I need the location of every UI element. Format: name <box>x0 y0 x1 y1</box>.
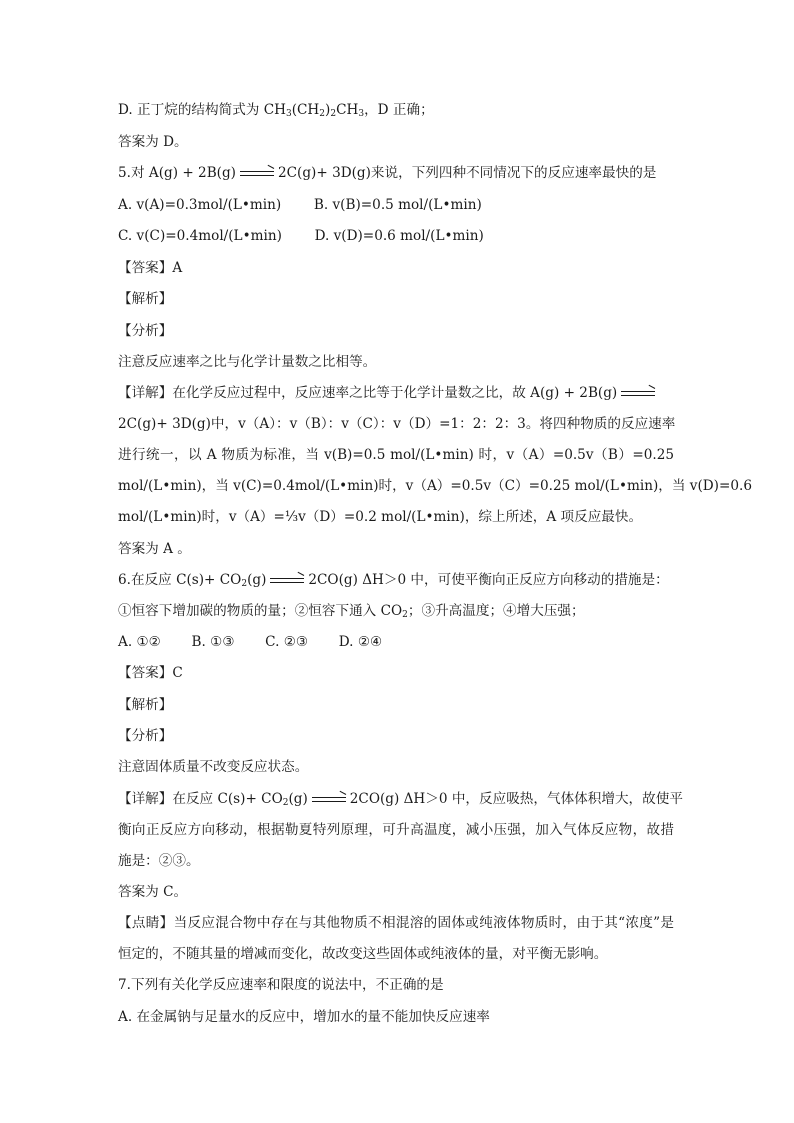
question-5-options-row-1 <box>118 195 482 215</box>
xiangjie-text-end: 2CO(g) ΔH＞0 中，反应吸热，气体体积增大，故使平 <box>349 791 683 807</box>
question-7-stem: 7.下列有关化学反应速率和限度的说法中，不正确的是 <box>118 977 444 993</box>
jiexi-heading: 【解析】 <box>118 291 173 307</box>
equation-right: 2C(g)+ 3D(g)来说，下列四种不同情况下的反应速率最快的是 <box>278 165 657 181</box>
xiangjie-line-1 <box>118 789 683 809</box>
choice-d-end: ，D 正确； <box>364 102 434 118</box>
final-answer: 答案为 A 。 <box>118 541 191 557</box>
option-a: A. v(A)=0.3mol/(L•min) <box>118 197 282 213</box>
question-6-options <box>118 632 382 652</box>
option-d: D. v(D)=0.6 mol/(L•min) <box>314 228 484 244</box>
subscript: 2 <box>282 798 289 808</box>
xiangjie-line-2: 衡向正反应方向移动，根据勒夏特列原理，可升高温度，减小压强，加入气体反应物，故措 <box>118 822 674 838</box>
equation-left: 6.在反应 C(s)+ CO <box>118 572 242 588</box>
equilibrium-arrow-icon <box>621 389 655 399</box>
xiangjie-text: 【详解】在反应 C(s)+ CO <box>118 791 283 807</box>
option-c: C. ②③ <box>265 634 309 650</box>
dianjing-line-2: 恒定的，不随其量的增减而变化，故改变这些固体或纯液体的量，对平衡无影响。 <box>118 946 608 962</box>
fenxi-heading: 【分析】 <box>118 728 173 744</box>
choice-d-line <box>118 100 434 120</box>
choice-d-text: D. 正丁烷的结构简式为 CH <box>118 102 286 118</box>
equilibrium-arrow-icon <box>270 576 304 586</box>
option-d: D. ②④ <box>338 634 383 650</box>
answer-heading: 【答案】C <box>118 665 183 681</box>
fenxi-text: 注意反应速率之比与化学计量数之比相等。 <box>118 354 377 370</box>
formula-part: CH <box>336 102 359 118</box>
option-b: B. ①③ <box>191 634 235 650</box>
formula-part: (g) <box>247 572 267 588</box>
option-c: C. v(C)=0.4mol/(L•min) <box>118 228 282 244</box>
question-5-options-row-2 <box>118 226 484 246</box>
conditions-end: ；③升高温度；④增大压强； <box>407 603 585 619</box>
question-5-stem <box>118 163 656 183</box>
subscript: 3 <box>285 109 292 119</box>
fenxi-heading: 【分析】 <box>118 323 173 339</box>
xiangjie-line-3: 施是：②③。 <box>118 853 200 869</box>
conditions-text: ①恒容下增加碳的物质的量；②恒容下通入 CO <box>118 603 403 619</box>
final-answer: 答案为 C。 <box>118 884 188 900</box>
option-b: B. v(B)=0.5 mol/(L•min) <box>313 197 482 213</box>
dianjing-line-1: 【点睛】当反应混合物中存在与其他物质不相混溶的固体或纯液体物质时，由于其“浓度”是 <box>118 915 674 931</box>
jiexi-heading: 【解析】 <box>118 697 173 713</box>
subscript: 3 <box>358 109 365 119</box>
subscript: 2 <box>319 109 326 119</box>
fenxi-text: 注意固体质量不改变反应状态。 <box>118 759 309 775</box>
xiangjie-text: 【详解】在化学反应过程中，反应速率之比等于化学计量数之比，故 A(g) + 2B(g) <box>118 385 618 401</box>
question-6-conditions <box>118 601 585 621</box>
subscript: 2 <box>402 610 408 620</box>
subscript: 2 <box>330 109 337 119</box>
xiangjie-line-4: mol/(L•min)，当 v(C)=0.4mol/(L•min)时，v（A）=0.5v（C）=0.25 mol/(L•min)，当 v(D)=0.6 <box>118 478 752 494</box>
answer-line: 答案为 D。 <box>118 134 188 150</box>
equation-right: 2CO(g) ΔH＞0 中，可使平衡向正反应方向移动的措施是： <box>308 572 669 588</box>
answer-heading: 【答案】A <box>118 260 183 276</box>
formula-part: ) <box>325 102 331 118</box>
formula-part: (CH <box>291 102 320 118</box>
xiangjie-line-5: mol/(L•min)时，v（A）=⅓v（D）=0.2 mol/(L•min)，综上所述，A 项反应最快。 <box>118 509 643 525</box>
equilibrium-arrow-icon <box>240 169 274 179</box>
equation-left: 5.对 A(g) + 2B(g) <box>118 165 236 181</box>
xiangjie-line-3: 进行统一，以 A 物质为标准，当 v(B)=0.5 mol/(L•min) 时，v（A）=0.5v（B）=0.25 <box>118 447 674 463</box>
question-6-stem <box>118 570 669 590</box>
equilibrium-arrow-icon <box>312 795 346 805</box>
xiangjie-line-1 <box>118 383 659 403</box>
subscript: 2 <box>241 579 248 589</box>
question-7-option-a: A. 在金属钠与足量水的反应中，增加水的量不能加快反应速率 <box>118 1009 490 1025</box>
xiangjie-line-2: 2C(g)+ 3D(g)中，v（A）：v（B）：v（C）：v（D）=1：2：2：3。将四种物质的反应速率 <box>118 416 676 432</box>
formula-part: (g) <box>288 791 308 807</box>
option-a: A. ①② <box>118 634 161 650</box>
